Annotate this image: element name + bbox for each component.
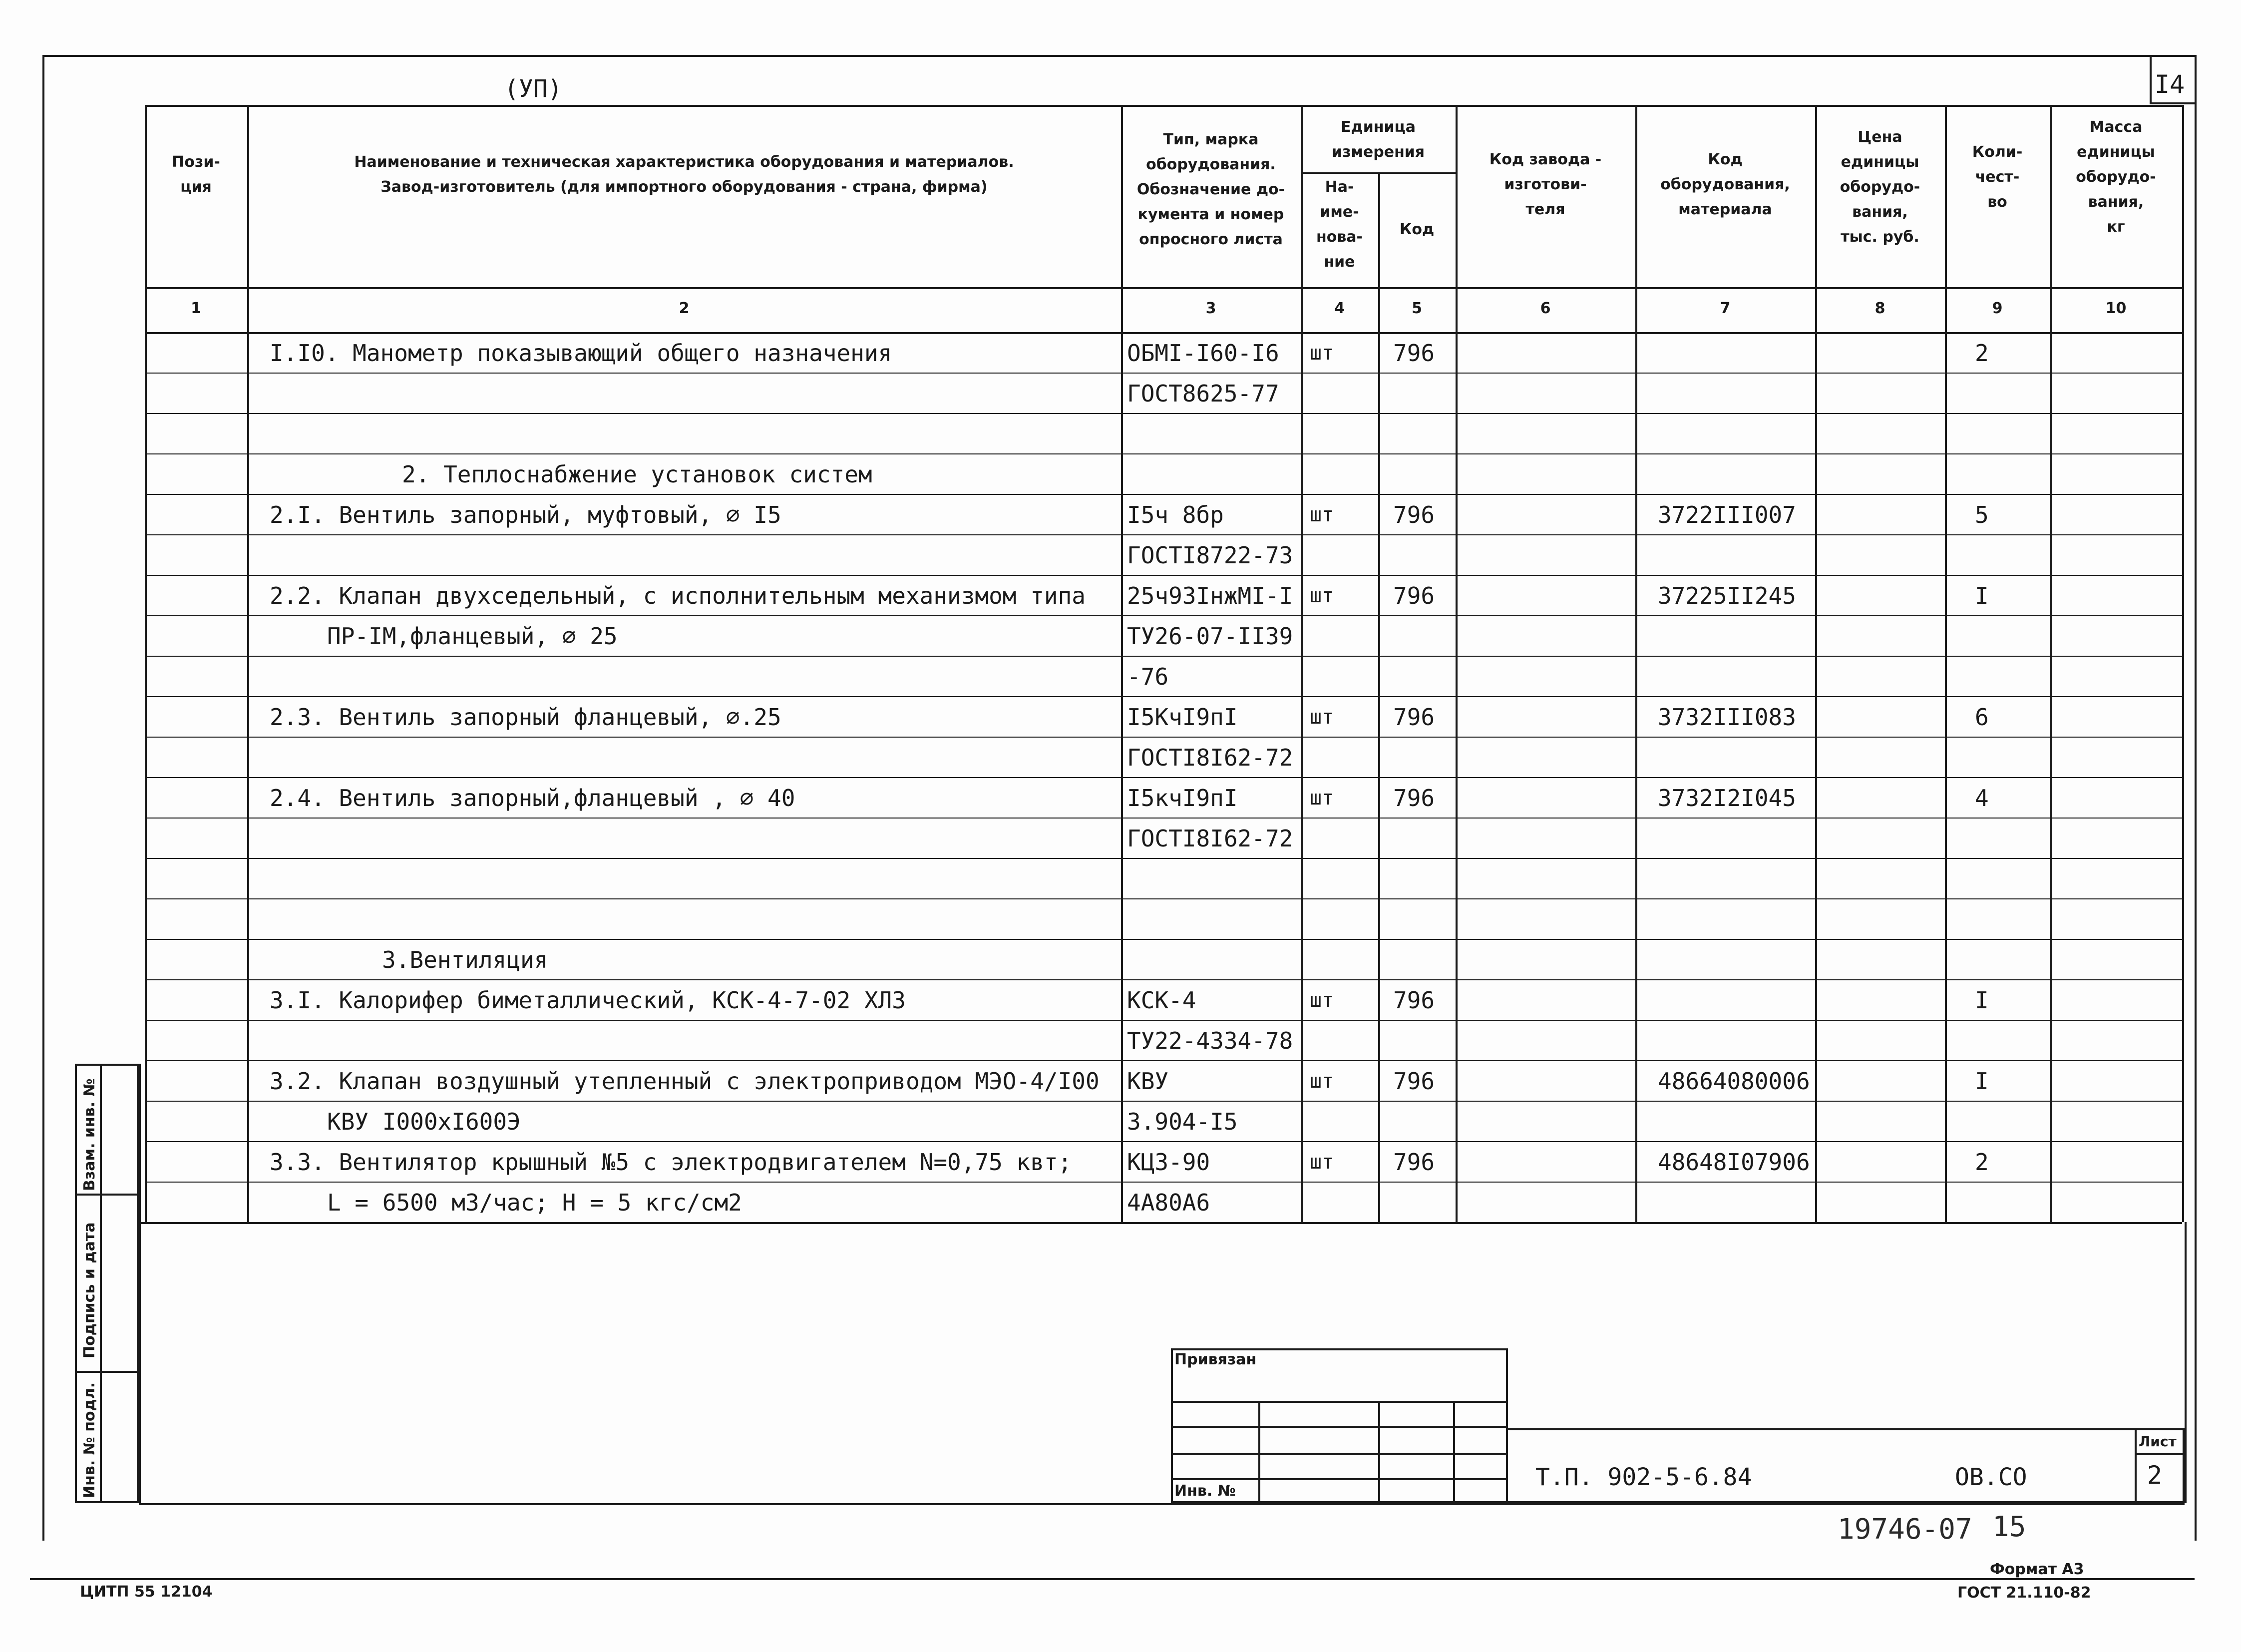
doc-number: Т.П. 902-5-6.84 bbox=[1535, 1463, 1752, 1491]
row-unit: шт bbox=[1310, 1151, 1334, 1174]
row-unit: шт bbox=[1310, 342, 1334, 365]
sheet-number-divider bbox=[2150, 55, 2152, 102]
header-unit-name-line: ние bbox=[1324, 253, 1355, 271]
privyazan-label: Привязан bbox=[1174, 1351, 1257, 1368]
privyazan-v1 bbox=[1258, 1401, 1260, 1503]
header-unit-name bbox=[1301, 175, 1378, 275]
row-qty: 4 bbox=[1975, 785, 1989, 812]
row-line bbox=[145, 534, 2182, 535]
header-plant-code-line: изготови- bbox=[1504, 176, 1587, 193]
row-name: 3.3. Вентилятор крышный №5 с электродвигателем N=0,75 квт; bbox=[270, 1149, 1072, 1176]
row-type: ГОСТI8I62-72 bbox=[1127, 744, 1293, 771]
row-unit: шт bbox=[1310, 1070, 1334, 1093]
row-type: I5КчI9пI bbox=[1127, 704, 1238, 731]
row-qty: I bbox=[1975, 582, 1989, 609]
header-name-line: Завод-изготовитель (для импортного оборудования - страна, фирма) bbox=[380, 178, 988, 196]
col-line bbox=[1815, 105, 1817, 1222]
row-equip-code: 3732III083 bbox=[1658, 704, 1796, 731]
header-plant-code-line: теля bbox=[1525, 201, 1565, 218]
inner-bottom-line bbox=[139, 1503, 2185, 1505]
col-line bbox=[1635, 105, 1637, 1222]
side-stamp-div2 bbox=[75, 1371, 139, 1373]
row-name: 3.Вентиляция bbox=[382, 946, 548, 973]
list-label: Лист bbox=[2139, 1433, 2177, 1450]
col-line bbox=[247, 105, 249, 1222]
header-equip-code-line: оборудования, bbox=[1660, 176, 1790, 193]
header-name-line: Наименование и техническая характеристика оборудования и материалов. bbox=[354, 153, 1014, 171]
header-unit-name-line: На- bbox=[1325, 178, 1354, 196]
footer-gost: ГОСТ 21.110-82 bbox=[1957, 1584, 2091, 1602]
row-code: 796 bbox=[1393, 582, 1435, 609]
header-equip-code-line: материала bbox=[1678, 201, 1772, 218]
row-line bbox=[145, 494, 2182, 495]
row-name: 3.I. Калорифер биметаллический, КСК-4-7-02 ХЛЗ bbox=[270, 987, 906, 1014]
row-line bbox=[145, 737, 2182, 738]
row-unit: шт bbox=[1310, 706, 1334, 729]
header-price-line: тыс. руб. bbox=[1841, 228, 1919, 246]
header-mass bbox=[2050, 115, 2182, 240]
header-plant-code-line: Код завода - bbox=[1489, 151, 1602, 168]
col-line bbox=[2182, 105, 2184, 1222]
header-mass-line: кг bbox=[2107, 218, 2125, 236]
handwritten-code: 19746-07 bbox=[1838, 1513, 1972, 1546]
row-type: ТУ26-07-II39 bbox=[1127, 623, 1293, 650]
header-position-line: ция bbox=[180, 178, 212, 196]
header-position bbox=[145, 150, 247, 200]
row-code: 796 bbox=[1393, 704, 1435, 731]
privyazan-h1 bbox=[1171, 1401, 1508, 1403]
row-code: 796 bbox=[1393, 340, 1435, 367]
header-mass-line: вания, bbox=[2088, 193, 2144, 211]
row-unit: шт bbox=[1310, 584, 1334, 607]
row-type: -76 bbox=[1127, 663, 1169, 690]
privyazan-h2 bbox=[1171, 1426, 1508, 1428]
row-line bbox=[145, 858, 2182, 859]
side-stamp-vertical bbox=[100, 1064, 102, 1503]
row-name: 2.4. Вентиль запорный,фланцевый , ∅ 40 bbox=[270, 785, 795, 812]
row-equip-code: 3732I2I045 bbox=[1658, 785, 1796, 812]
row-code: 796 bbox=[1393, 1149, 1435, 1176]
privyazan-h3 bbox=[1171, 1453, 1508, 1455]
column-number: 8 bbox=[1874, 300, 1885, 317]
row-qty: 2 bbox=[1975, 1149, 1989, 1176]
row-line bbox=[145, 898, 2182, 899]
row-qty: 5 bbox=[1975, 501, 1989, 528]
row-name: L = 6500 м3/час; Н = 5 кгс/см2 bbox=[327, 1189, 742, 1216]
col-line bbox=[1945, 105, 1947, 1222]
row-type: КЦЗ-90 bbox=[1127, 1149, 1210, 1176]
header-unit-group-line: Единица bbox=[1341, 118, 1416, 136]
row-name: 2. Теплоснабжение установок систем bbox=[402, 461, 872, 488]
row-code: 796 bbox=[1393, 785, 1435, 812]
table-top-line bbox=[145, 105, 2182, 107]
col-line bbox=[2050, 105, 2052, 1222]
header-qty-line: чест- bbox=[1975, 168, 2020, 186]
header-unit-group-line: измерения bbox=[1331, 143, 1425, 161]
row-name: I.I0. Манометр показывающий общего назначения bbox=[270, 340, 892, 367]
row-name: 2.3. Вентиль запорный фланцевый, ∅.25 bbox=[270, 704, 781, 731]
privyazan-v3 bbox=[1453, 1401, 1455, 1503]
header-type-line: Тип, марка bbox=[1163, 131, 1259, 148]
header-qty bbox=[1945, 140, 2050, 215]
row-line bbox=[145, 373, 2182, 374]
inner-right-line bbox=[2185, 1222, 2187, 1503]
col-line bbox=[1456, 105, 1458, 1222]
row-line bbox=[145, 453, 2182, 454]
header-plant-code bbox=[1456, 147, 1635, 222]
header-type-line: опросного листа bbox=[1139, 231, 1283, 248]
row-type: I5ч 8бр bbox=[1127, 501, 1224, 528]
header-type-line: оборудования. bbox=[1146, 156, 1276, 173]
header-name bbox=[247, 150, 1121, 200]
handwritten-page: 15 bbox=[1992, 1511, 2026, 1543]
privyazan-h4 bbox=[1171, 1478, 1508, 1480]
top-label: (УП) bbox=[504, 75, 562, 103]
column-number: 3 bbox=[1205, 300, 1216, 317]
row-equip-code: 3722III007 bbox=[1658, 501, 1796, 528]
frame-left bbox=[42, 55, 44, 1541]
row-type: 3.904-I5 bbox=[1127, 1108, 1238, 1135]
row-line bbox=[145, 1020, 2182, 1021]
row-unit: шт bbox=[1310, 503, 1334, 526]
column-number: 4 bbox=[1334, 300, 1345, 317]
row-name: 3.2. Клапан воздушный утепленный с электроприводом МЭО-4/I00 bbox=[270, 1068, 1100, 1095]
inv-no-label: Инв. № bbox=[1174, 1482, 1236, 1500]
inner-left-line bbox=[139, 1064, 141, 1503]
column-number: 2 bbox=[679, 300, 690, 317]
header-price-line: вания, bbox=[1852, 203, 1908, 221]
header-qty-line: Коли- bbox=[1972, 143, 2023, 161]
doc-code: ОВ.СО bbox=[1955, 1463, 2027, 1491]
row-type: 4А80А6 bbox=[1127, 1189, 1210, 1216]
row-equip-code: 37225II245 bbox=[1658, 582, 1796, 609]
column-number: 10 bbox=[2105, 300, 2127, 317]
row-code: 796 bbox=[1393, 1068, 1435, 1095]
row-code: 796 bbox=[1393, 987, 1435, 1014]
row-type: 25ч93IнжМI-I bbox=[1127, 582, 1293, 609]
row-line bbox=[145, 413, 2182, 414]
row-line bbox=[145, 1141, 2182, 1142]
frame-top bbox=[42, 55, 2195, 57]
row-type: ТУ22-4334-78 bbox=[1127, 1027, 1293, 1054]
row-unit: шт bbox=[1310, 787, 1334, 810]
column-number: 5 bbox=[1412, 300, 1422, 317]
row-line bbox=[145, 696, 2182, 697]
header-bottom-line bbox=[145, 287, 2182, 289]
row-type: ГОСТI8722-73 bbox=[1127, 542, 1293, 569]
row-type: КСК-4 bbox=[1127, 987, 1196, 1014]
row-type: ГОСТ8625-77 bbox=[1127, 380, 1279, 407]
row-line bbox=[145, 979, 2182, 980]
row-qty: 6 bbox=[1975, 704, 1989, 731]
row-qty: 2 bbox=[1975, 340, 1989, 367]
row-qty: I bbox=[1975, 987, 1989, 1014]
row-equip-code: 48648I07906 bbox=[1658, 1149, 1810, 1176]
row-line bbox=[145, 656, 2182, 657]
header-position-line: Пози- bbox=[172, 153, 220, 171]
list-label-divider bbox=[2135, 1453, 2185, 1455]
row-code: 796 bbox=[1393, 501, 1435, 528]
column-number: 1 bbox=[191, 300, 201, 317]
row-line bbox=[145, 1182, 2182, 1183]
header-unit-code: Код bbox=[1399, 221, 1435, 238]
header-type-line: кумента и номер bbox=[1137, 206, 1284, 223]
column-number: 6 bbox=[1540, 300, 1551, 317]
header-price-line: Цена bbox=[1858, 128, 1902, 146]
row-type: КВУ bbox=[1127, 1068, 1169, 1095]
header-price-line: единицы bbox=[1841, 153, 1919, 171]
col-line bbox=[1378, 172, 1380, 1222]
row-name: 2.I. Вентиль запорный, муфтовый, ∅ I5 bbox=[270, 501, 781, 528]
row-name: КВУ I000хI600Э bbox=[327, 1108, 521, 1135]
footer-left: ЦИТП 55 12104 bbox=[80, 1583, 213, 1601]
header-unit-group bbox=[1301, 115, 1456, 165]
header-unit-name-line: име- bbox=[1320, 203, 1359, 221]
numbers-bottom-line bbox=[145, 332, 2182, 334]
frame-bottom bbox=[30, 1578, 2195, 1580]
header-equip-code-line: Код bbox=[1708, 151, 1743, 168]
header-price-line: оборудо- bbox=[1840, 178, 1920, 196]
side-stamp-inv-original: Инв. № подл. bbox=[81, 1382, 98, 1498]
header-qty-line: во bbox=[1987, 193, 2007, 211]
header-unit-name-line: нова- bbox=[1316, 228, 1363, 246]
row-name: 2.2. Клапан двухседельный, с исполнительным механизмом типа bbox=[270, 582, 1086, 609]
header-price bbox=[1815, 125, 1945, 250]
row-qty: I bbox=[1975, 1068, 1989, 1095]
header-equip-code bbox=[1635, 147, 1815, 222]
list-number: 2 bbox=[2147, 1461, 2163, 1490]
header-type-line: Обозначение до- bbox=[1136, 181, 1285, 198]
side-stamp-div1 bbox=[75, 1194, 139, 1196]
row-line bbox=[145, 818, 2182, 819]
header-type bbox=[1121, 127, 1301, 252]
row-line bbox=[145, 1101, 2182, 1102]
row-line bbox=[145, 777, 2182, 778]
column-number: 7 bbox=[1720, 300, 1731, 317]
header-mass-line: оборудо- bbox=[2076, 168, 2156, 186]
row-type: I5кчI9пI bbox=[1127, 785, 1238, 812]
row-line bbox=[145, 939, 2182, 940]
row-unit: шт bbox=[1310, 989, 1334, 1012]
sheet-number-box-bottom bbox=[2150, 102, 2195, 104]
side-stamp-replace-inv: Взам. инв. № bbox=[81, 1078, 98, 1191]
header-mass-line: Масса bbox=[2089, 118, 2143, 136]
frame-right bbox=[2195, 55, 2197, 1541]
sheet-number-top: I4 bbox=[2155, 70, 2185, 99]
row-type: ГОСТI8I62-72 bbox=[1127, 825, 1293, 852]
footer-format: Формат А3 bbox=[1990, 1561, 2084, 1578]
row-line bbox=[145, 575, 2182, 576]
row-type: ОБМI-I60-I6 bbox=[1127, 340, 1279, 367]
table-bottom-line bbox=[139, 1222, 2182, 1224]
column-number: 9 bbox=[1992, 300, 2003, 317]
row-equip-code: 48664080006 bbox=[1658, 1068, 1810, 1095]
col-line bbox=[145, 105, 147, 1222]
privyazan-v2 bbox=[1378, 1401, 1380, 1503]
header-mass-line: единицы bbox=[2077, 143, 2155, 161]
row-name: ПР-IМ,фланцевый, ∅ 25 bbox=[327, 623, 618, 650]
col-line bbox=[1121, 105, 1123, 1222]
row-line bbox=[145, 615, 2182, 616]
list-divider bbox=[2135, 1428, 2137, 1503]
row-line bbox=[145, 1060, 2182, 1061]
side-stamp-signature-date: Подпись и дата bbox=[81, 1222, 98, 1358]
